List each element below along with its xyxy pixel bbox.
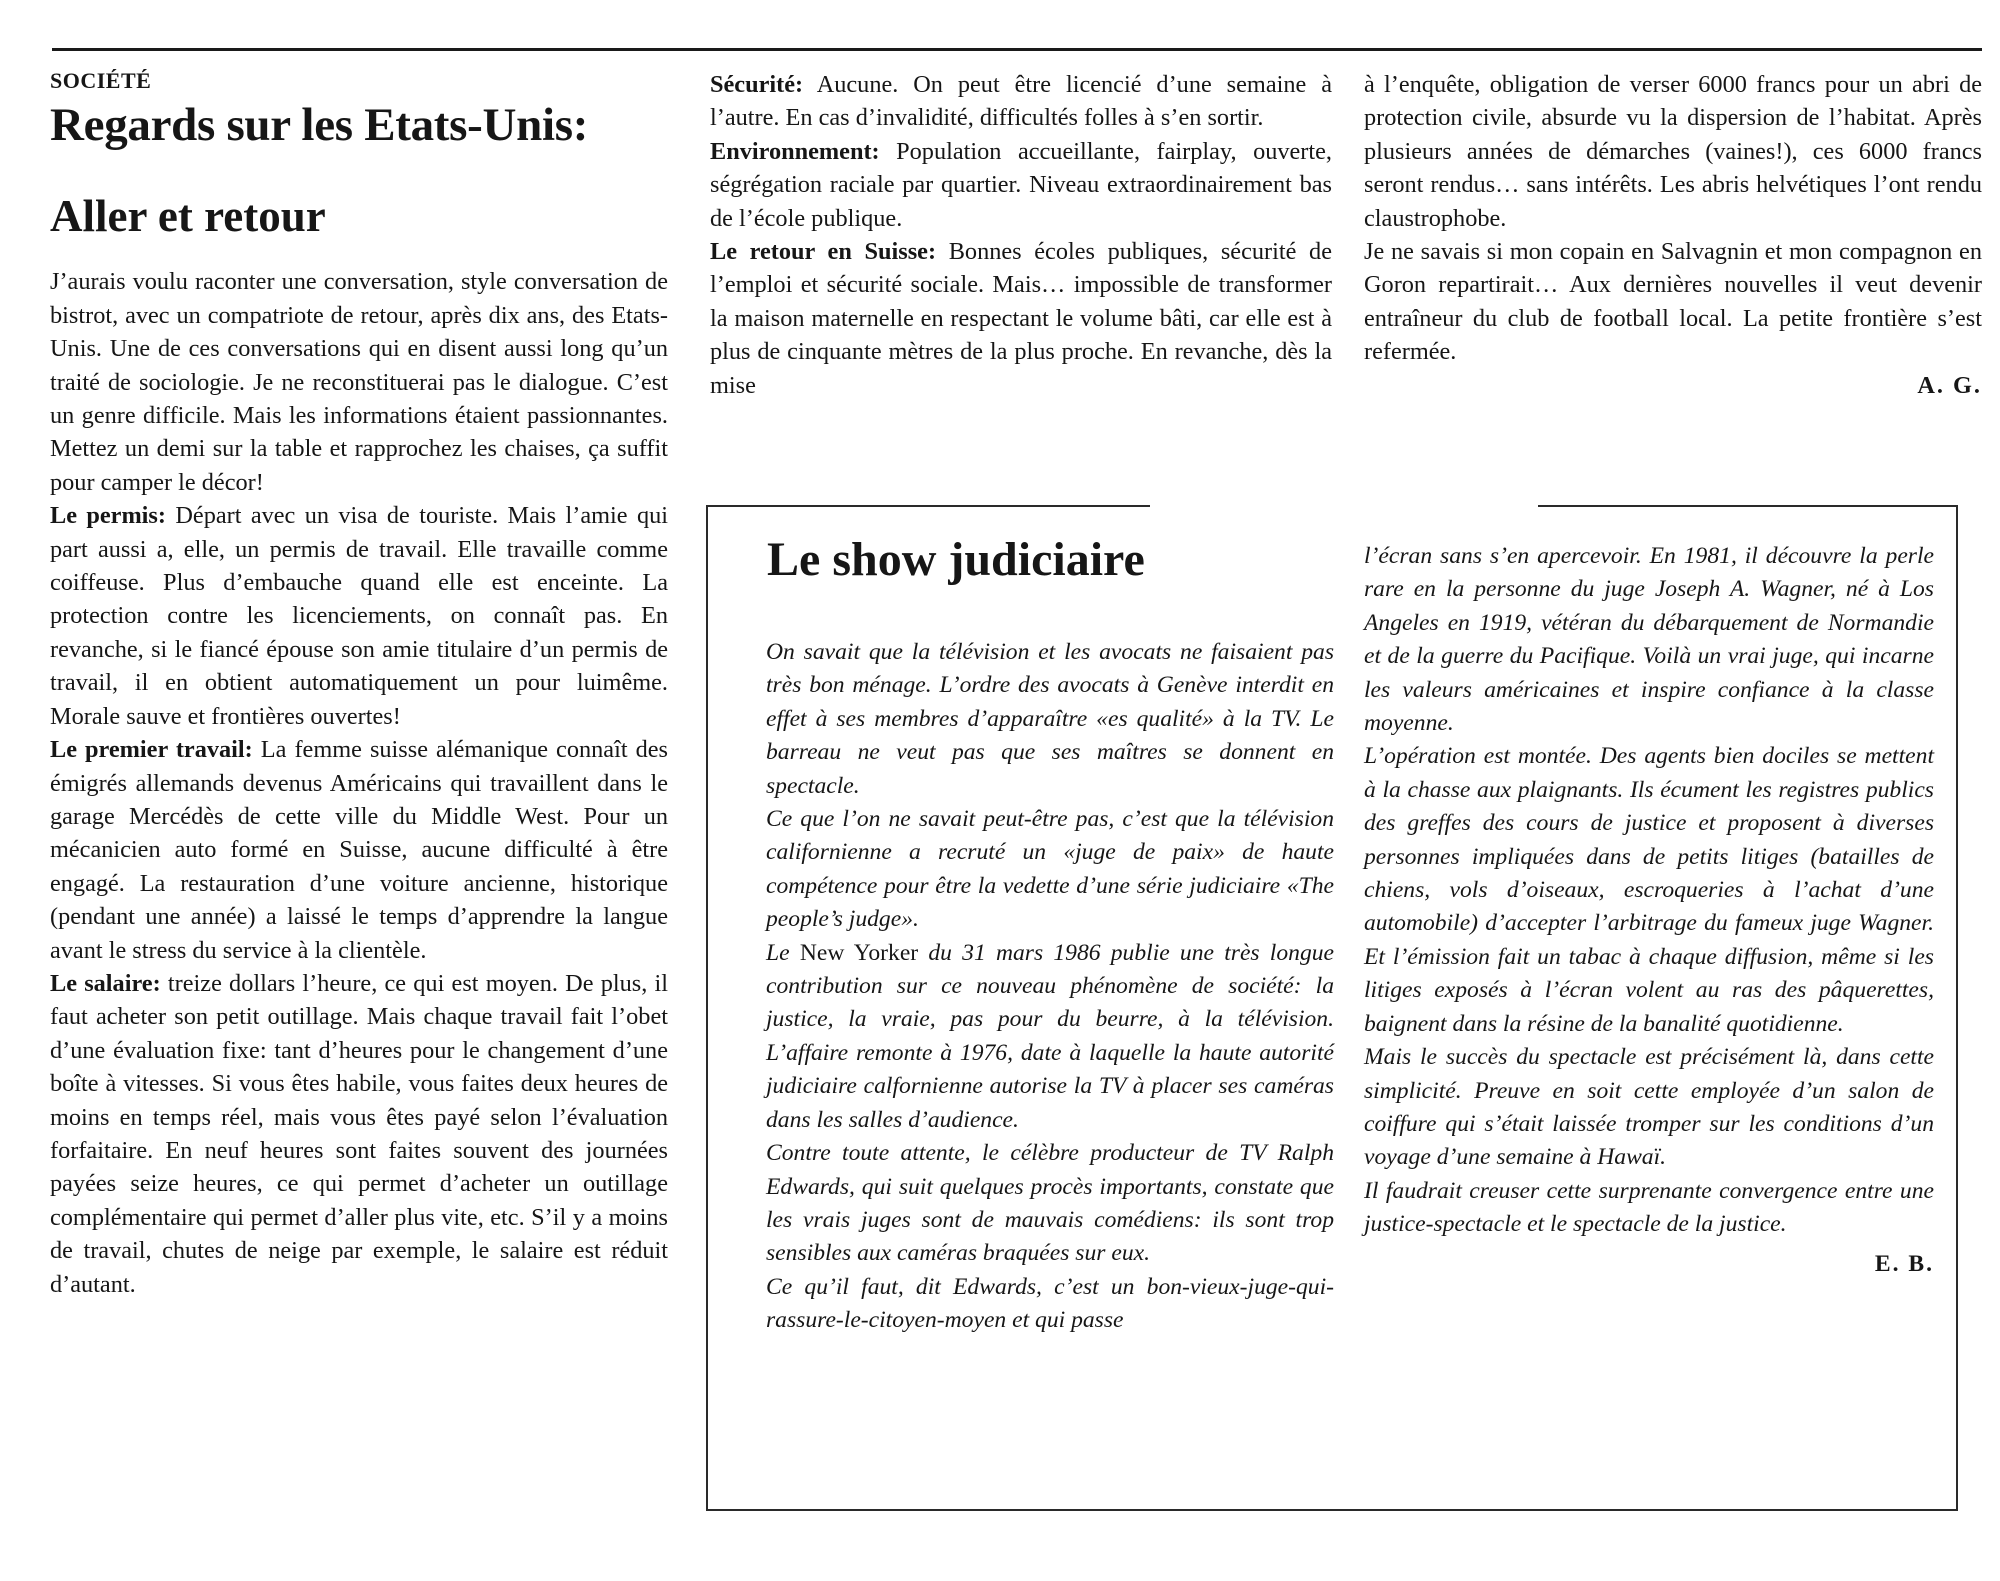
paragraph-enquete: à l’enquête, obligation de verser 6000 francs pour un abri de protection civile, absurde vu la dispersion de l’habitat. Après plusieurs années de démarches (vaines!), ces 6000 francs seront rendus… sans intérêts. Les abris helvétiques l’ont rendu claustrophobe.: [1364, 71, 1982, 232]
box-p3-rest: du 31 mars 1986 publie une très longue contribution sur ce nouveau phénomène de société: la justice, la vraie, pas pour du beurre, à la télévision. L’affaire remonte à 1976, date à laquelle la haute autorité judiciaire calfornienne autorise la TV à placer ses caméras dans les salles d’audience.: [766, 939, 1335, 1133]
page-title: Regards sur les Etats-Unis:: [50, 99, 589, 152]
box-paragraph-2: Ce que l’on ne savait peut-être pas, c’est que la télévision californienne a recruté un «juge de paix» de haute compétence pour être la vedette d’une série judiciaire «The people’s judge».: [766, 806, 1334, 933]
box-right-paragraph-3: Mais le succès du spectacle est précisément là, dans cette simplicité. Preuve en soit cette employée d’un salon de coiffure qui s’était laissée tromper sur les conditions d’un voyage d’une semaine à Hawaï.: [1364, 1044, 1934, 1171]
newspaper-name: New Yorker: [799, 939, 919, 966]
signature-eb: E. B.: [1874, 1250, 1934, 1277]
top-rule: [52, 48, 1982, 51]
paragraph-retour: [710, 235, 1332, 402]
article-column-1: [50, 64, 668, 1301]
paragraph-environnement: [710, 135, 1332, 235]
box-paragraph-1: On savait que la télévision et les avocats ne faisaient pas très bon ménage. L’ordre des avocats à Genève interdit en effet à ses membres d’apparaître «es qualité» à la TV. Le barreau ne veut pas que ses maîtres se donnent en spectacle.: [766, 639, 1334, 799]
text-retour: Bonnes écoles publiques, sécurité de l’emploi et sécurité sociale. Mais… impossible de transformer la maison maternelle en respectant le volume bâti, car elle est à plus de cinquante mètres de la plus proche. En revanche, dès la mise: [710, 238, 1332, 399]
label-securite: Sécurité:: [710, 71, 804, 98]
paragraph-travail: [50, 733, 668, 967]
box-right-paragraph-4: Il faudrait creuser cette surprenante convergence entre une justice-spectacle et le spectacle de la justice.: [1364, 1177, 1934, 1238]
article-column-3: [1364, 68, 1982, 402]
paragraph-copain: Je ne savais si mon copain en Salvagnin et mon compagnon en Goron repartirait… Aux dernières nouvelles il veut devenir entraîneur du club de football local. La petite frontière s’est refermée.: [1364, 238, 1982, 366]
paragraph-permis: [50, 499, 668, 733]
box-paragraph-3: [766, 937, 1334, 1137]
box-right-paragraph-2: L’opération est montée. Des agents bien dociles se mettent à la chasse aux plaignants. Ils écument les registres publics des greffes des cours de justice et proposent à diverses personnes impliquées dans de petits litiges (batailles de chiens, vols d’oiseaux, escroqueries à l’achat d’une automobile) d’accepter l’arbitrage du fameux juge Wagner. Et l’émission fait un tabac à chaque diffusion, même si les litiges exposés à l’écran volent au ras des pâquerettes, baignent dans la résine de la banalité quotidienne.: [1364, 743, 1934, 1037]
signature-ag: A. G.: [1917, 371, 1982, 399]
box-paragraph-4: Contre toute attente, le célèbre producteur de TV Ralph Edwards, qui suit quelques procès importants, constate que les vrais juges sont de mauvais comédiens: ils sont trop sensibles aux caméras braquées sur eux.: [766, 1140, 1334, 1267]
box-paragraph-5: Ce qu’il faut, dit Edwards, c’est un bon-vieux-juge-qui-rassure-le-citoyen-moyen et qui passe: [766, 1273, 1334, 1334]
box-top-rule: [1538, 505, 1958, 507]
box-column-right: [1364, 540, 1934, 1281]
paragraph-securite: [710, 68, 1332, 135]
box-column-left: [766, 636, 1334, 1338]
text-environnement: Population accueillante, fairplay, ouverte, ségrégation raciale par quartier. Niveau extraordinairement bas de l’école publique.: [710, 137, 1332, 232]
label-travail: Le premier travail:: [50, 736, 253, 764]
text-travail: La femme suisse alémanique connaît des émigrés allemands devenus Américains qui travaillent dans le garage Mercédès de cette ville du Middle West. Pour un mécanicien auto formé en Suisse, aucune difficulté à être engagé. La restauration d’une voiture ancienne, historique (pendant une année) a laissé le temps d’apprendre la langue avant le stress du service à la clientèle.: [50, 736, 669, 964]
label-environnement: Environnement:: [710, 137, 880, 165]
text-permis: Départ avec un visa de touriste. Mais l’amie qui part aussi a, elle, un permis de travail. Elle travaille comme coiffeuse. Plus d’embauche quand elle est enceinte. La protection contre les licenciements, on connaît pas. En revanche, si le fiancé épouse son amie titulaire d’un permis de travail, il en obtient automatiquement un pour luimême. Morale sauve et frontières ouvertes!: [50, 502, 668, 730]
label-permis: Le permis:: [50, 502, 166, 530]
section-label: SOCIÉTÉ: [50, 68, 152, 93]
paragraph-salaire: [50, 967, 668, 1301]
label-salaire: Le salaire:: [50, 969, 161, 997]
text-securite: Aucune. On peut être licencié d’une semaine à l’autre. En cas d’invalidité, difficultés folles à s’en sortir.: [710, 71, 1332, 132]
box-p3-prefix: Le: [766, 939, 800, 966]
intro-paragraph: J’aurais voulu raconter une conversation, style conversation de bistrot, avec un compatriote de retour, après dix ans, des Etats-Unis. Une de ces conversations qui en disent aussi long qu’un traité de sociologie. Je ne reconstituerai pas le dialogue. C’est un genre difficile. Mais les informations étaient passionnantes. Mettez un demi sur la table et rapprochez les chaises, ça suffit pour camper le décor!: [50, 268, 668, 496]
article-column-2: [710, 68, 1332, 402]
box-border-gap: [1150, 500, 1540, 510]
text-salaire: treize dollars l’heure, ce qui est moyen. De plus, il faut acheter son petit outillage. Mais chaque travail fait l’obet d’une évaluation fixe: tant d’heures pour le changement d’une boîte à vitesses. Si vous êtes habile, vous faites deux heures de moins en temps réel, mais vous êtes payé selon l’évaluation forfaitaire. En neuf heures sont faites souvent des journées payées seize heures, ce qui permet d’acheter un outillage complémentaire qui permet d’aller plus vite, etc. S’il y a moins de travail, chutes de neige par exemple, le salaire est réduit d’autant.: [50, 969, 668, 1298]
label-retour: Le retour en Suisse:: [710, 238, 937, 266]
article-subtitle: Aller et retour: [50, 191, 326, 242]
box-right-paragraph-1: l’écran sans s’en apercevoir. En 1981, il découvre la perle rare en la personne du juge Joseph A. Wagner, né à Los Angeles en 1919, vétéran du débarquement de Normandie et de la guerre du Pacifique. Voilà un vrai juge, qui incarne les valeurs américaines et inspire confiance à la classe moyenne.: [1364, 543, 1934, 737]
box-article-title: Le show judiciaire: [767, 533, 1145, 586]
